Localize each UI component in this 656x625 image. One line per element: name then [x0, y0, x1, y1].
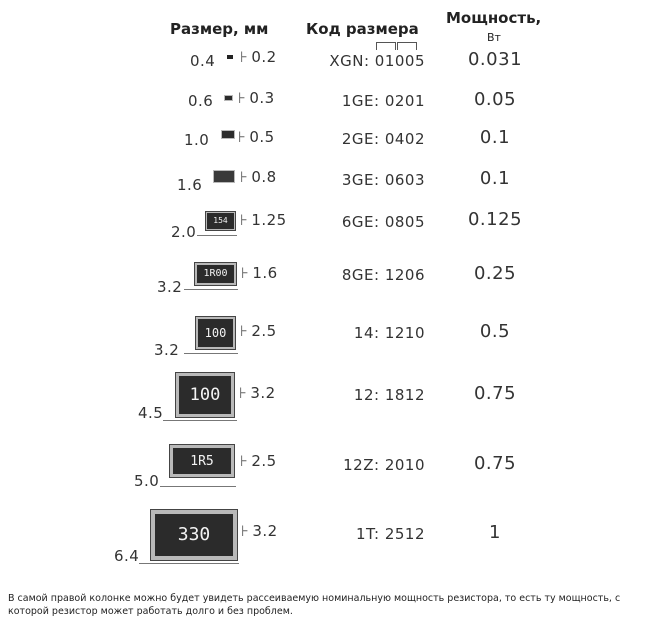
- chip-marking: 1R00: [203, 268, 228, 279]
- length-underline: [160, 486, 236, 487]
- table-row: [0, 166, 656, 192]
- table-row: [0, 207, 656, 239]
- size-code: 8GE: 1206: [341, 266, 425, 284]
- chip-marking: 100: [204, 326, 227, 340]
- size-code: 3GE: 0603: [341, 171, 425, 189]
- table-row: [0, 48, 656, 72]
- chip-length: 1.6: [177, 176, 203, 194]
- chip-marking: 154: [213, 216, 228, 225]
- chip-length: 0.4: [190, 52, 216, 70]
- length-underline: [197, 235, 237, 236]
- power-value: 1: [489, 522, 501, 543]
- resistor-chip: [196, 317, 235, 349]
- chip-width: ⊦ 3.2: [239, 384, 276, 402]
- power-value: 0.05: [473, 89, 517, 110]
- resistor-chip: [195, 263, 236, 285]
- chip-width: ⊦ 0.3: [238, 89, 275, 107]
- size-code: 6GE: 0805: [341, 213, 425, 231]
- chip-length: 0.6: [188, 92, 214, 110]
- table-row: [0, 505, 656, 567]
- resistor-chip: [151, 510, 237, 560]
- power-value: 0.25: [473, 263, 517, 284]
- chip-length: 4.5: [138, 404, 164, 422]
- resistor-chip-icon: [227, 55, 233, 59]
- size-code: XGN: 01005: [329, 52, 425, 70]
- power-value: 0.75: [473, 453, 517, 474]
- length-underline: [139, 563, 239, 564]
- header-size: Размер, мм: [170, 20, 269, 38]
- chip-width: ⊦ 3.2: [241, 522, 278, 540]
- table-row: [0, 126, 656, 150]
- table-row: [0, 258, 656, 294]
- power-value: 0.5: [479, 321, 511, 342]
- chip-length: 3.2: [157, 278, 183, 296]
- resistor-chip-icon: [224, 95, 233, 101]
- power-value: 0.75: [473, 383, 517, 404]
- power-value: 0.1: [479, 168, 511, 189]
- chip-marking: 1R5: [190, 453, 214, 469]
- chip-width: ⊦ 0.5: [238, 128, 275, 146]
- chip-length: 1.0: [184, 131, 210, 149]
- size-code: 12: 1812: [353, 386, 425, 404]
- chip-marking: 330: [177, 524, 211, 545]
- size-code: 14: 1210: [353, 324, 425, 342]
- length-underline: [184, 289, 238, 290]
- size-code: 1T: 2512: [355, 525, 425, 543]
- length-underline: [163, 420, 237, 421]
- table-row: [0, 440, 656, 490]
- length-underline: [184, 353, 238, 354]
- chip-width: ⊦ 1.25: [240, 211, 287, 229]
- chip-width: ⊦ 2.5: [240, 322, 277, 340]
- header-power: Мощность,: [446, 9, 542, 27]
- chip-width: ⊦ 1.6: [241, 264, 278, 282]
- resistor-chip-icon: [213, 170, 235, 183]
- table-row: [0, 314, 656, 358]
- power-value: 0.1: [479, 127, 511, 148]
- chip-length: 2.0: [171, 223, 197, 241]
- footnote: В самой правой колонке можно будет увидеть рассеиваемую номинальную мощность резистора, то есть ту мощность, с которой резистор может работать долго и без проблем.: [8, 593, 621, 617]
- power-value: 0.125: [467, 209, 523, 230]
- chip-length: 6.4: [114, 547, 140, 565]
- chip-length: 5.0: [134, 472, 160, 490]
- size-code: 1GE: 0201: [341, 92, 425, 110]
- chip-width: ⊦ 0.8: [240, 168, 277, 186]
- chip-length: 3.2: [154, 341, 180, 359]
- chip-marking: 100: [189, 384, 221, 405]
- header-power-unit: Вт: [487, 31, 501, 44]
- table-row: [0, 88, 656, 112]
- resistor-chip-icon: [221, 130, 235, 139]
- resistor-chip: [176, 373, 234, 417]
- size-code: 2GE: 0402: [341, 130, 425, 148]
- chip-width: ⊦ 0.2: [240, 48, 277, 66]
- resistor-chip: [170, 445, 234, 477]
- size-code: 12Z: 2010: [343, 456, 425, 474]
- resistor-chip: [206, 212, 235, 230]
- table-row: [0, 370, 656, 424]
- chip-width: ⊦ 2.5: [240, 452, 277, 470]
- power-value: 0.031: [467, 49, 523, 70]
- header-code: Код размера: [306, 20, 419, 38]
